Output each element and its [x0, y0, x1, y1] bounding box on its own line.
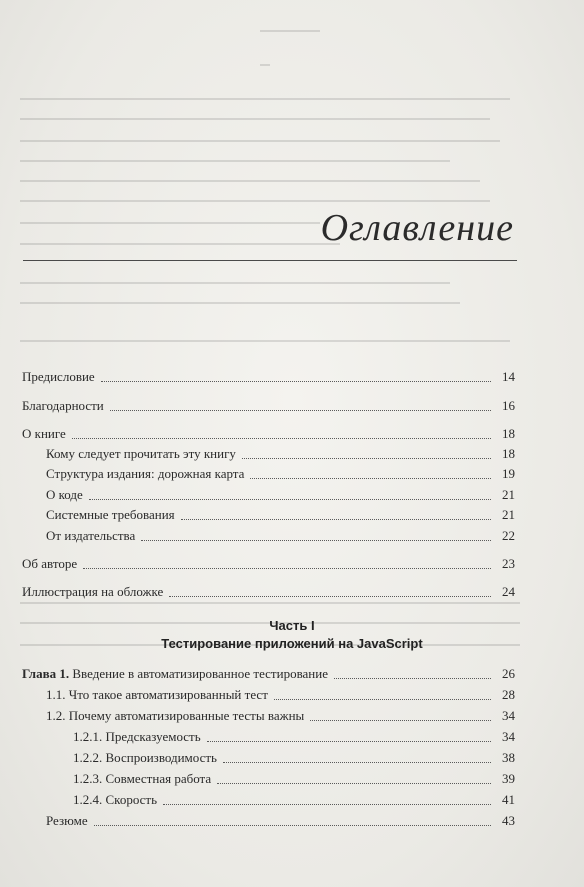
toc-entry-label: О коде [46, 487, 83, 502]
dot-leader [223, 762, 491, 763]
dot-leader [141, 540, 491, 541]
toc-entry[interactable] [46, 507, 515, 523]
dot-leader [242, 458, 491, 459]
toc-entry-page: 28 [502, 687, 515, 702]
dot-leader [310, 720, 491, 721]
toc-entry[interactable] [22, 584, 515, 600]
dot-leader [207, 741, 491, 742]
toc-chapter-entry[interactable] [22, 666, 515, 682]
toc-entry-label: От издательства [46, 528, 136, 543]
toc-entry-page: 22 [502, 528, 515, 543]
toc-entry-page: 14 [502, 369, 515, 384]
dot-leader [181, 519, 491, 520]
toc-entry-label: 1.2.2. Воспроизводимость [73, 750, 217, 765]
dot-leader [217, 783, 491, 784]
toc-entry-page: 18 [502, 446, 515, 461]
dot-leader [89, 499, 491, 500]
toc-entry-label: Предисловие [22, 369, 95, 384]
toc-entry[interactable] [22, 556, 515, 572]
toc-entry[interactable] [73, 750, 515, 766]
page-title: Оглавление [320, 207, 514, 249]
toc-entry-page: 21 [502, 507, 515, 522]
toc-entry-label: Иллюстрация на обложке [22, 584, 164, 599]
toc-entry-page: 19 [502, 466, 515, 481]
toc-entry-label: 1.2. Почему автоматизированные тесты важны [46, 708, 305, 723]
toc-entry-label: Системные требования [46, 507, 175, 522]
dot-leader [250, 478, 491, 479]
toc-entry-label: 1.2.4. Скорость [73, 792, 158, 807]
dot-leader [334, 678, 491, 679]
toc-entry[interactable] [46, 487, 515, 503]
toc-entry-page: 43 [502, 813, 515, 828]
toc-entry-page: 41 [502, 792, 515, 807]
toc-entry-page: 18 [502, 426, 515, 441]
toc-entry-page: 34 [502, 729, 515, 744]
toc-entry[interactable] [46, 446, 515, 462]
dot-leader [83, 568, 491, 569]
toc-entry[interactable] [46, 528, 515, 544]
toc-entry[interactable] [22, 426, 515, 442]
part-number: Часть I [269, 618, 315, 633]
toc-entry-page: 21 [502, 487, 515, 502]
toc-entry-label: Благодарности [22, 398, 104, 413]
toc-entry-label [22, 666, 328, 682]
toc-entry-label: 1.2.3. Совместная работа [73, 771, 212, 786]
dot-leader [101, 381, 491, 382]
toc-entry-label: Кому следует прочитать эту книгу [46, 446, 236, 461]
toc-entry[interactable] [46, 466, 515, 482]
dot-leader [163, 804, 491, 805]
toc-entry-label: 1.1. Что такое автоматизированный тест [46, 687, 268, 702]
dot-leader [110, 410, 491, 411]
toc-entry-page: 34 [502, 708, 515, 723]
toc-entry[interactable] [22, 398, 515, 414]
toc-entry-page: 24 [502, 584, 515, 599]
toc-entry[interactable] [73, 729, 515, 745]
toc-entry-label: О книге [22, 426, 66, 441]
toc-entry[interactable] [46, 687, 515, 703]
dot-leader [169, 596, 491, 597]
toc-entry[interactable] [73, 792, 515, 808]
toc-entry-label: 1.2.1. Предсказуемость [73, 729, 201, 744]
toc-entry-page: 38 [502, 750, 515, 765]
chapter-title: Введение в автоматизированное тестирование [72, 666, 328, 681]
toc-entry[interactable] [22, 369, 515, 385]
bleed-through-text [0, 0, 584, 330]
toc-entry-label: Структура издания: дорожная карта [46, 466, 245, 481]
toc-entry-label: Об авторе [22, 556, 78, 571]
title-divider [23, 260, 517, 261]
toc-entry-page: 39 [502, 771, 515, 786]
dot-leader [94, 825, 491, 826]
dot-leader [274, 699, 491, 700]
dot-leader [72, 438, 491, 439]
toc-entry[interactable] [46, 813, 515, 829]
toc-entry-page: 16 [502, 398, 515, 413]
toc-entry-page: 23 [502, 556, 515, 571]
toc-entry[interactable] [73, 771, 515, 787]
toc-entry-page: 26 [502, 666, 515, 681]
toc-entry-label: Резюме [46, 813, 88, 828]
chapter-number: Глава 1. [22, 666, 70, 681]
part-title: Тестирование приложений на JavaScript [161, 636, 423, 651]
toc-entry[interactable] [46, 708, 515, 724]
